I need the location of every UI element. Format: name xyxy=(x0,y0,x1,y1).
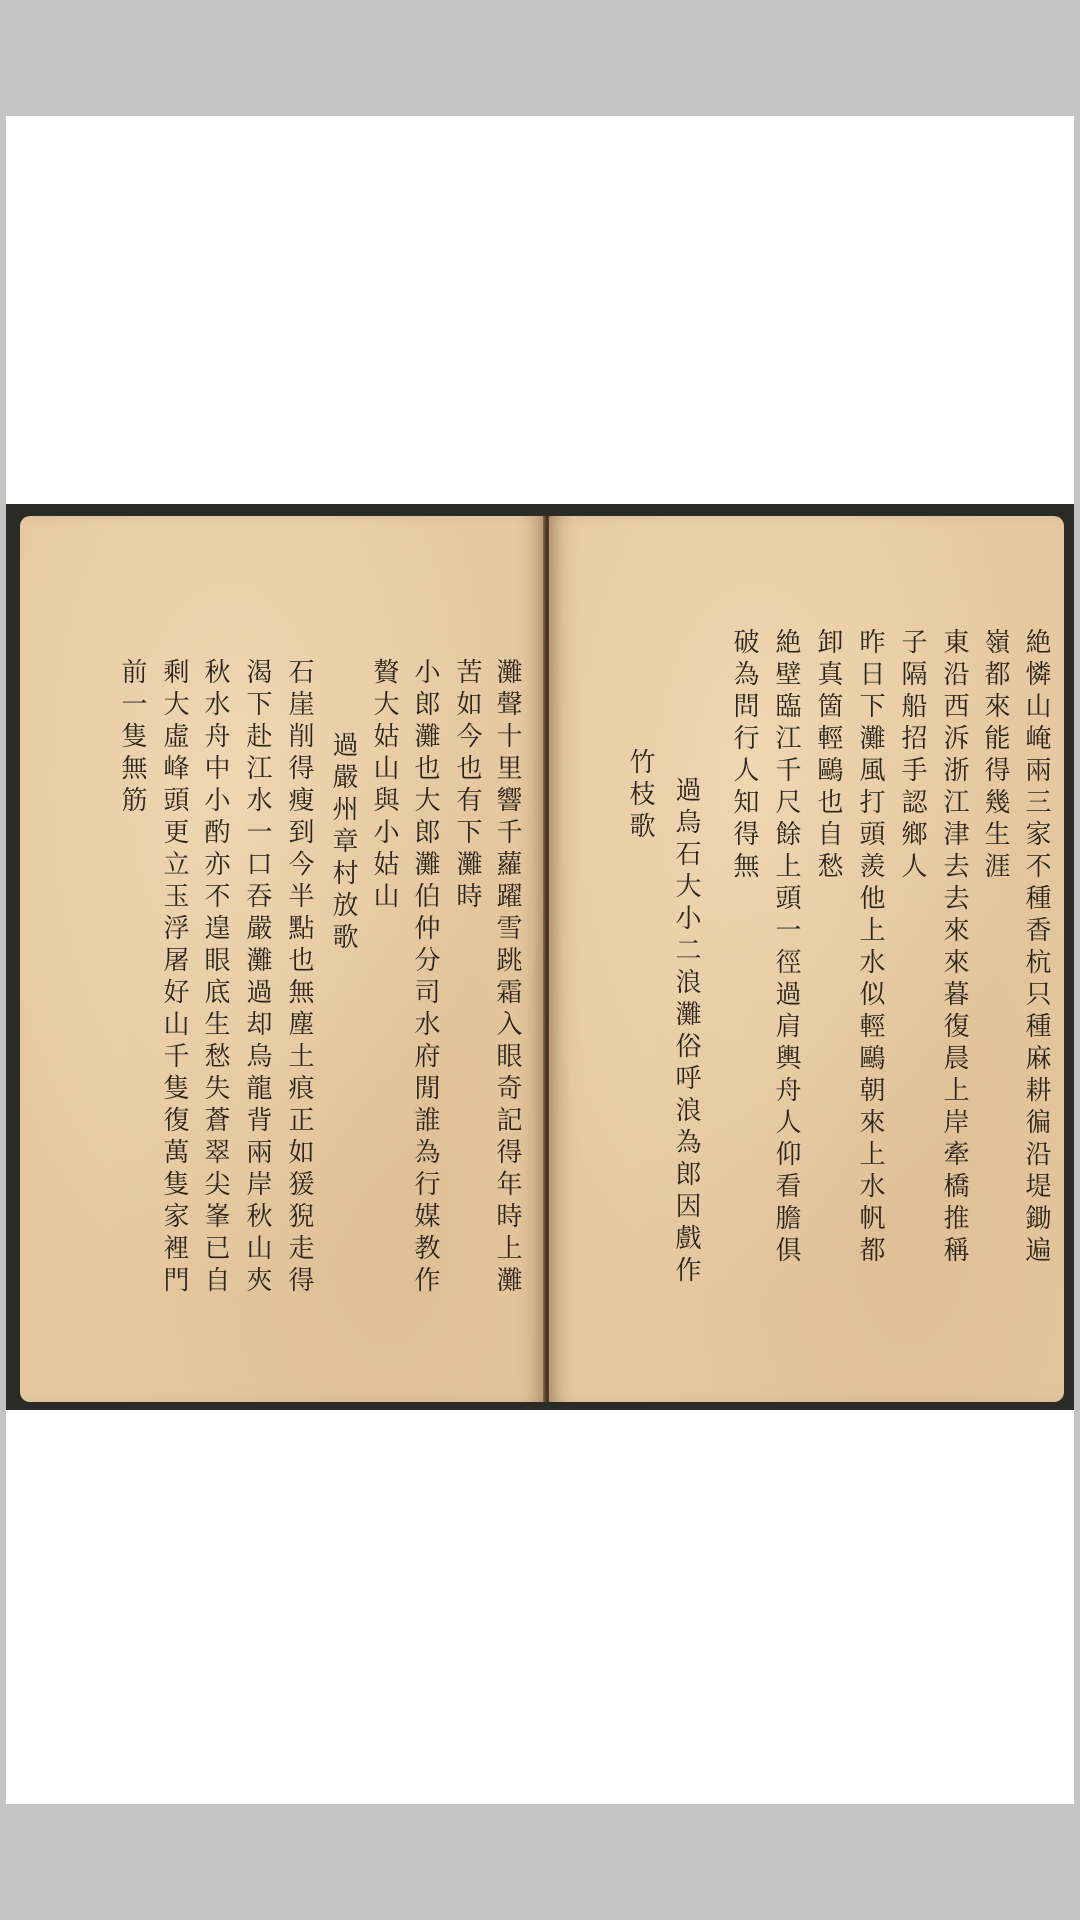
text-column: 絶憐山崦兩三家不種香杭只種麻耕徧沿堤鋤遍 xyxy=(1021,628,1051,1268)
text-column: 嶺都來能得幾生涯 xyxy=(980,628,1010,884)
text-column: 渴下赴江水一口吞嚴灘過却烏龍背兩岸秋山夾 xyxy=(242,658,272,1298)
text-column: 小郎灘也大郎灘伯仲分司水府閒誰為行媒教作 xyxy=(410,658,440,1298)
text-column: 破為問行人知得無 xyxy=(729,628,759,884)
left-page xyxy=(20,516,545,1402)
text-column: 過烏石大小二浪灘俗呼浪為郎因戲作 xyxy=(671,776,701,1288)
text-column: 剩大虛峰頭更立玉浮屠好山千隻復萬隻家裡門 xyxy=(159,658,189,1298)
text-column: 秋水舟中小酌亦不遑眼底生愁失蒼翠尖峯已自 xyxy=(200,658,230,1298)
text-column: 過嚴州章村放歌 xyxy=(328,731,358,955)
right-page xyxy=(549,516,1064,1402)
text-column: 灘聲十里響千蘿躍雪跳霜入眼奇記得年時上灘 xyxy=(492,658,522,1298)
text-column: 石崖削得瘦到今半點也無塵土痕正如猨猊走得 xyxy=(284,658,314,1298)
text-column: 贅大姑山與小姑山 xyxy=(369,658,399,914)
text-column: 絶壁臨江千尺餘上頭一徑過肩輿舟人仰看膽俱 xyxy=(771,628,801,1268)
viewer-canvas xyxy=(6,116,1074,1804)
text-column: 卸真箇輕鷗也自愁 xyxy=(813,628,843,884)
text-column: 子隔船招手認鄉人 xyxy=(897,628,927,884)
text-column: 苦如今也有下灘時 xyxy=(452,658,482,914)
text-column: 昨日下灘風打頭羨他上水似輕鷗朝來上水帆都 xyxy=(855,628,885,1268)
text-column: 前一隻無筋 xyxy=(117,658,147,818)
text-column: 竹枝歌 xyxy=(625,748,655,844)
text-column: 東沿西泝浙江津去去來來暮復晨上岸牽橋推稱 xyxy=(939,628,969,1268)
book-scan xyxy=(6,504,1074,1410)
